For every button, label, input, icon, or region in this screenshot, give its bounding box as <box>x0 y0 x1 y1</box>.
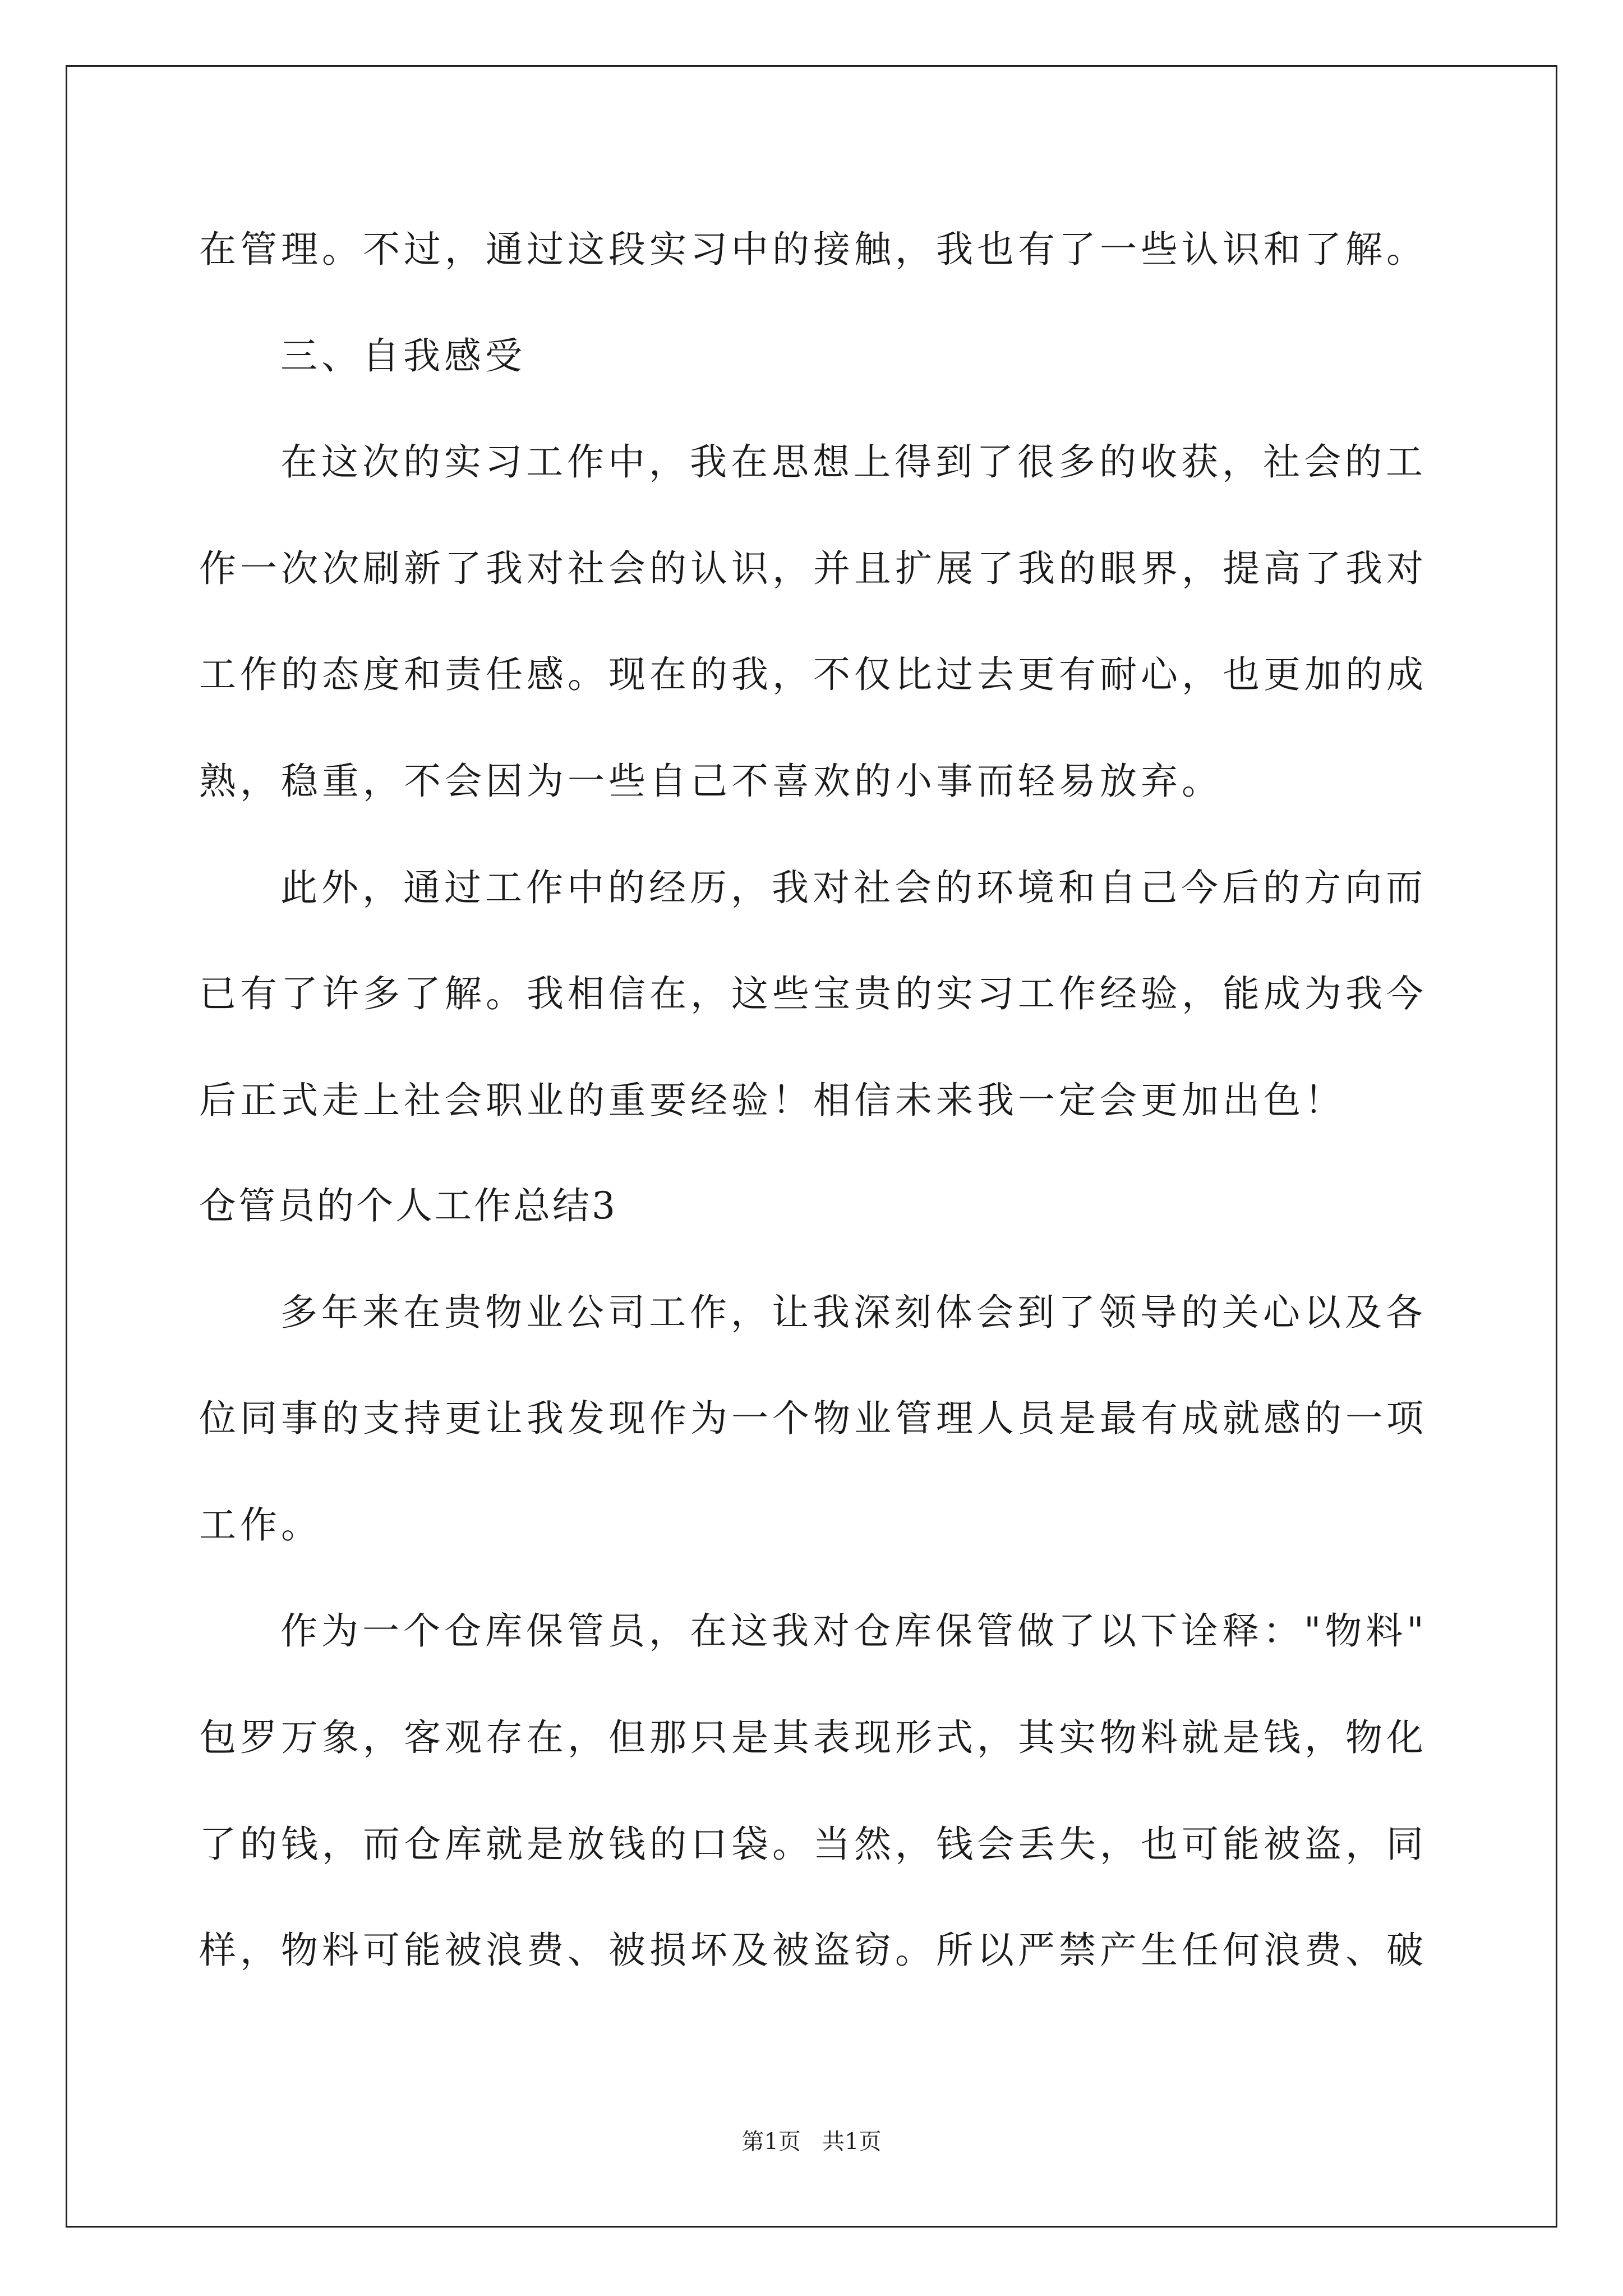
text-line: 后正式走上社会职业的重要经验！相信未来我一定会更加出色！ <box>199 1079 1345 1122</box>
text-line: 包罗万象，客观存在，但那只是其表现形式，其实物料就是钱，物化 <box>199 1716 1427 1759</box>
document-title: 仓管员的个人工作总结3 <box>199 1184 617 1227</box>
text-line: 在这次的实习工作中，我在思想上得到了很多的收获，社会的工 <box>280 440 1427 484</box>
text-line: 已有了许多了解。我相信在，这些宝贵的实习工作经验，能成为我今 <box>199 972 1427 1015</box>
section-heading: 三、自我感受 <box>280 334 526 378</box>
text-line: 作一次次刷新了我对社会的认识，并且扩展了我的眼界，提高了我对 <box>199 547 1427 590</box>
text-line: 工作。 <box>199 1503 322 1547</box>
text-line: 位同事的支持更让我发现作为一个物业管理人员是最有成就感的一项 <box>199 1397 1427 1440</box>
text-line: 样，物料可能被浪费、被损坏及被盗窃。所以严禁产生任何浪费、破 <box>199 1929 1427 1972</box>
text-line: 熟，稳重，不会因为一些自己不喜欢的小事而轻易放弃。 <box>199 760 1223 803</box>
page-border <box>66 65 1557 2228</box>
text-line: 作为一个仓库保管员，在这我对仓库保管做了以下诠释："物料" <box>280 1609 1428 1653</box>
text-line: 在管理。不过，通过这段实习中的接触，我也有了一些认识和了解。 <box>199 228 1427 271</box>
text-line: 此外，通过工作中的经历，我对社会的环境和自己今后的方向而 <box>280 866 1427 909</box>
text-line: 多年来在贵物业公司工作，让我深刻体会到了领导的关心以及各 <box>280 1291 1427 1334</box>
page-footer: 第1页 共1页 <box>741 2129 882 2155</box>
text-line: 工作的态度和责任感。现在的我，不仅比过去更有耐心，也更加的成 <box>199 653 1427 696</box>
text-line: 了的钱，而仓库就是放钱的口袋。当然，钱会丢失，也可能被盗，同 <box>199 1823 1427 1866</box>
